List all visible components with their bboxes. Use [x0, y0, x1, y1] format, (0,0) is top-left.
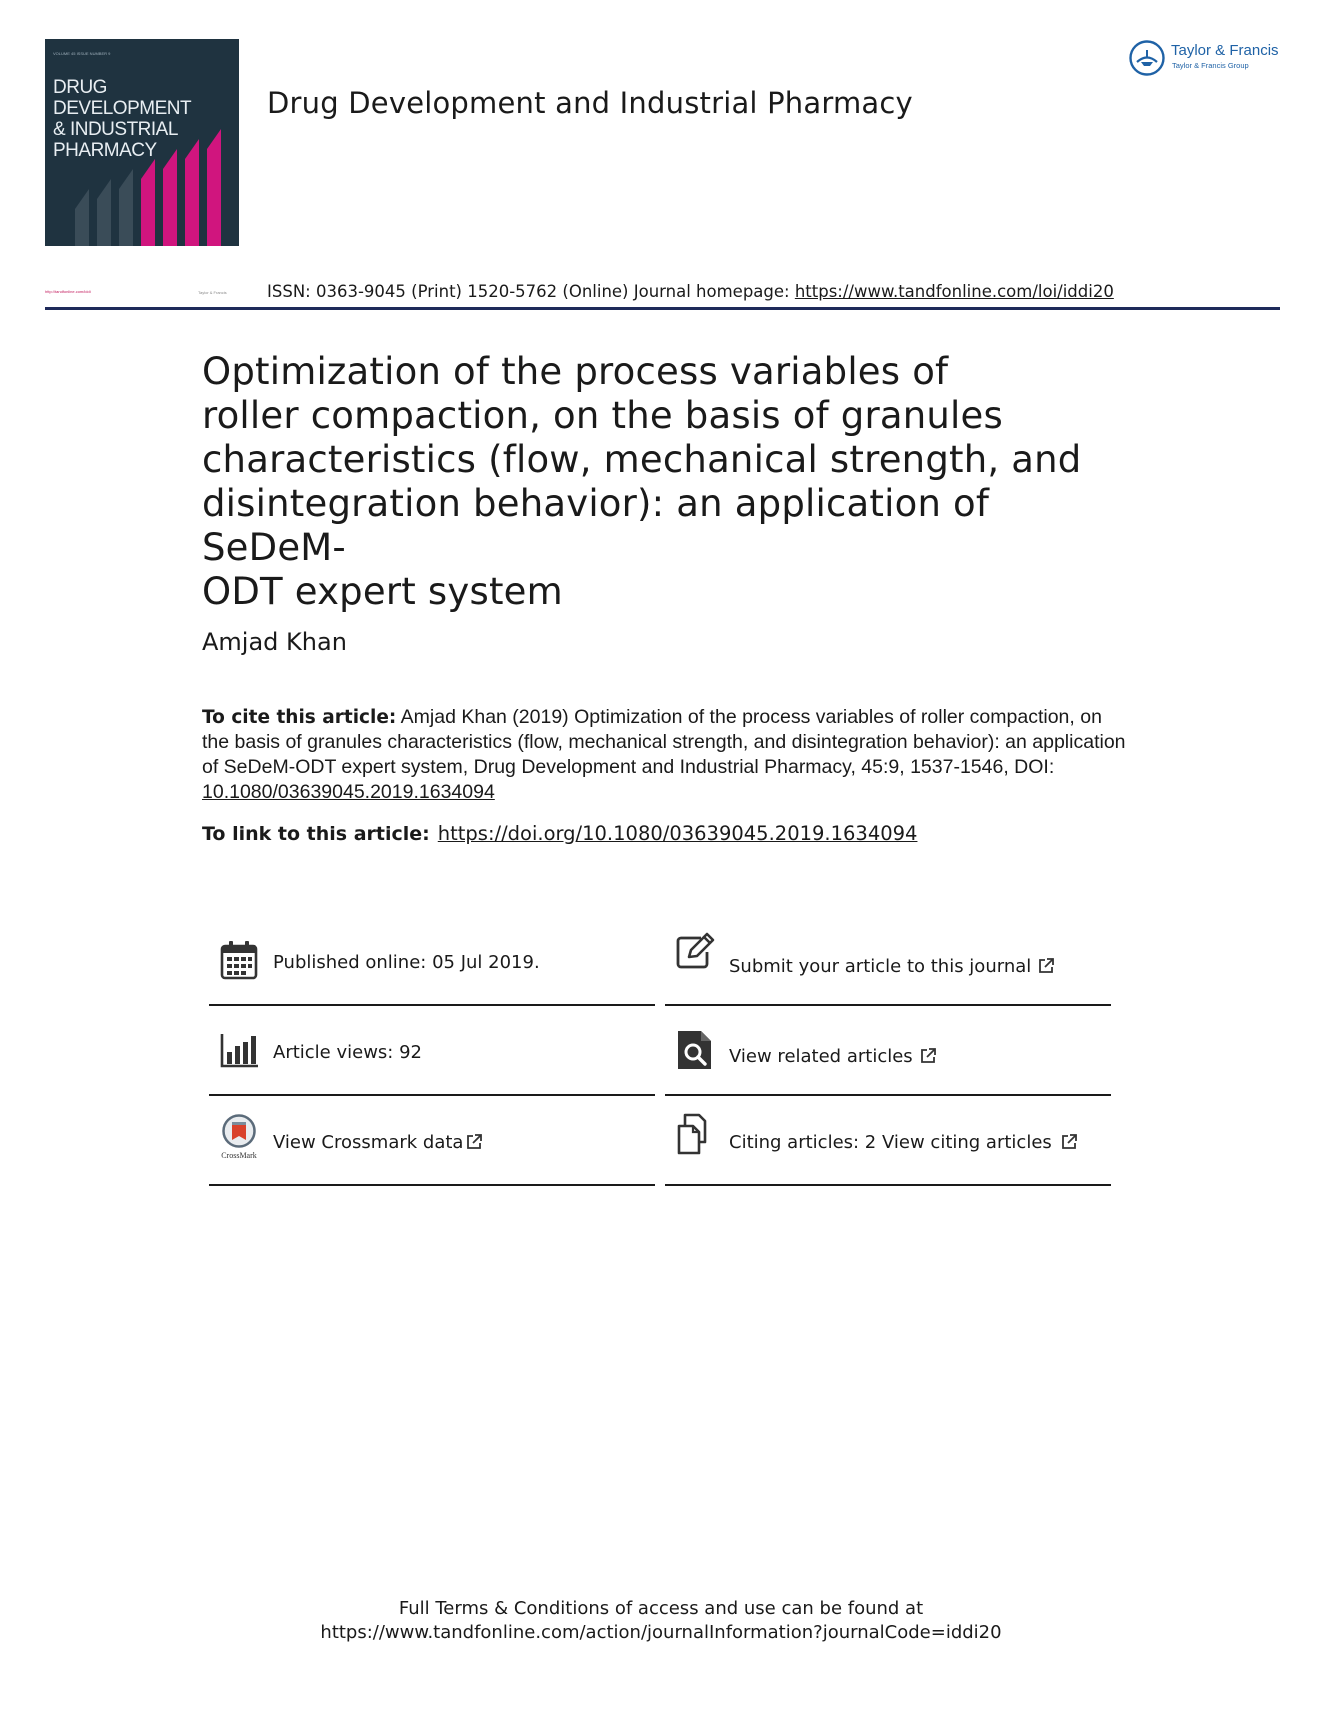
publisher-globe-icon [1128, 39, 1166, 77]
issn-text: ISSN: 0363-9045 (Print) 1520-5762 (Online) Journal homepage: [267, 282, 795, 301]
publisher-group: Taylor & Francis Group [1172, 61, 1249, 70]
external-link-icon [1060, 1133, 1078, 1151]
cover-title: DRUG DEVELOPMENT & INDUSTRIAL PHARMACY [53, 77, 192, 161]
calendar-icon [219, 938, 259, 982]
article-link-lead: To link to this article: [202, 823, 430, 845]
publisher-logo[interactable] [1128, 38, 1288, 78]
crossmark-link[interactable]: View Crossmark data [273, 1131, 464, 1153]
cell-divider [665, 1094, 1111, 1096]
cell-divider [209, 1004, 655, 1006]
document-search-icon [675, 1028, 715, 1072]
footer [0, 1597, 1322, 1645]
citing-articles-cell[interactable] [665, 1098, 1111, 1186]
citation-text: Amjad Khan (2019) Optimization of the process variables of roller compaction, on the basis of granules characteristics (flow, mechanical strength, and disintegration behavior): an application of SeDeM-ODT expert system, Drug Development and Industrial Pharmacy, 45:9, 1537-1546, DOI: [202, 706, 1126, 778]
citing-articles-link[interactable]: Citing articles: 2 View citing articles [729, 1131, 1052, 1153]
citation-lead: To cite this article: [202, 707, 397, 728]
crossmark-logo-text: CrossMark [221, 1151, 257, 1160]
article-views-text: Article views: 92 [273, 1041, 422, 1063]
article-title: Optimization of the process variables of roller compaction, on the basis of granules characteristics (flow, mechanical strength, and disintegration behavior): an application of SeDeM- ODT expert system [202, 350, 1082, 613]
publisher-name: Taylor & Francis [1171, 42, 1279, 59]
cell-divider [209, 1184, 655, 1186]
crossmark-cell[interactable] [209, 1098, 655, 1186]
cell-divider [665, 1184, 1111, 1186]
published-online-text: Published online: 05 Jul 2019. [273, 951, 540, 973]
issn-line [267, 282, 1114, 301]
tiny-url-label: http://tandfonline.com/iddi [45, 289, 91, 294]
crossmark-logo [220, 1114, 258, 1160]
tiny-publisher-label: Taylor & Francis [198, 290, 227, 295]
external-link-icon [919, 1047, 937, 1065]
copy-documents-icon [675, 1112, 715, 1156]
cover-topline: VOLUME 45 ISSUE NUMBER 9 [53, 51, 111, 56]
edit-note-icon [675, 930, 715, 974]
journal-homepage-link[interactable]: https://www.tandfonline.com/loi/iddi20 [794, 282, 1114, 301]
article-views-cell [209, 1008, 655, 1096]
journal-cover [45, 39, 239, 246]
related-articles-cell[interactable] [665, 1008, 1111, 1096]
cell-divider [665, 1004, 1111, 1006]
author-name: Amjad Khan [202, 628, 347, 656]
cell-divider [209, 1094, 655, 1096]
article-link-line [202, 822, 917, 845]
submit-article-link[interactable]: Submit your article to this journal [729, 955, 1032, 977]
article-doi-url-link[interactable]: https://doi.org/10.1080/03639045.2019.1634094 [437, 822, 918, 845]
citation-doi-link[interactable]: 10.1080/03639045.2019.1634094 [202, 781, 495, 803]
footer-terms-link[interactable]: https://www.tandfonline.com/action/journalInformation?journalCode=iddi20 [320, 1622, 1002, 1643]
citation-block [202, 705, 1132, 805]
external-link-icon [1037, 957, 1055, 975]
header-rule [45, 307, 1280, 310]
journal-name: Drug Development and Industrial Pharmacy [267, 86, 913, 120]
crossmark-icon [220, 1114, 258, 1148]
external-link-icon [465, 1133, 483, 1151]
submit-article-cell[interactable] [665, 918, 1111, 1006]
related-articles-link[interactable]: View related articles [729, 1045, 913, 1067]
bar-chart-icon [219, 1028, 259, 1072]
footer-terms-text: Full Terms & Conditions of access and use can be found at [398, 1598, 924, 1619]
published-online-cell [209, 918, 655, 1006]
